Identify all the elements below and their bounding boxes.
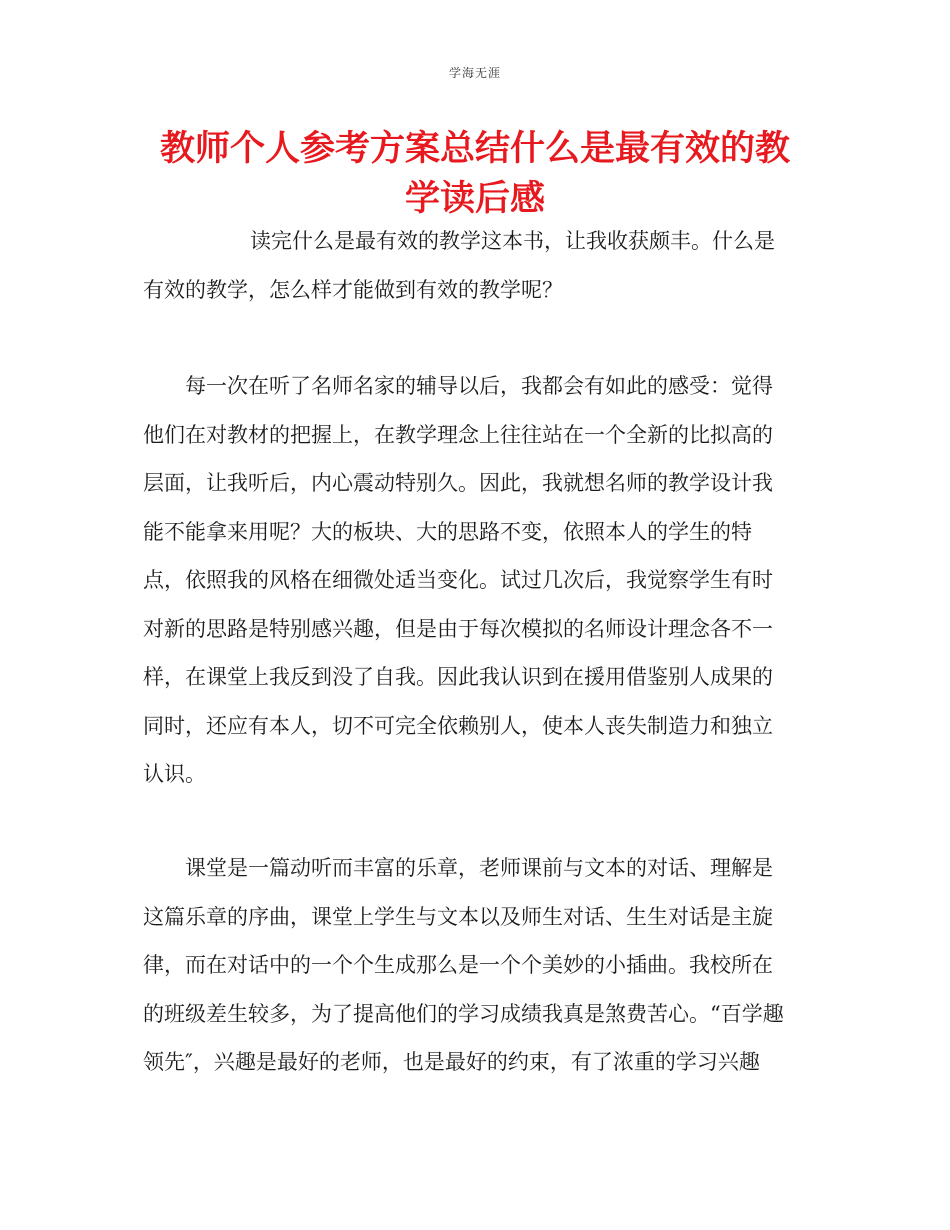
text-line: 课堂是一篇动听而丰富的乐章，老师课前与文本的对话、理解是 [185,856,773,880]
paragraph-1 [143,217,808,314]
text-line: 同时，还应有本人，切不可完全依赖别人，使本人丧失制造力和独立 [143,713,773,738]
text-line: 律，而在对话中的一个个生成那么是一个个美妙的小插曲。我校所在 [143,953,773,977]
text-line: 每一次在听了名师名家的辅导以后，我都会有如此的感受：觉得 [185,374,773,398]
text-line: 他们在对教材的把握上，在教学理念上往往站在一个全新的比拟高的 [143,422,773,447]
text-line: 领先″，兴趣是最好的老师，也是最好的约束，有了浓重的学习兴趣 [143,1050,760,1074]
text-line: 样，在课堂上我反到没了自我。因此我认识到在援用借鉴别人成果的 [143,665,773,689]
title-line: 教师个人参考方案总结什么是最有效的教 [159,129,790,169]
text-line: 层面，让我听后，内心震动特别久。因此，我就想名师的教学设计我 [143,471,773,495]
text-line: 点，依照我的风格在细微处适当变化。试过几次后，我觉察学生有时 [143,568,773,592]
paragraph-2 [143,362,808,799]
text-line: 读完什么是最有效的教学这本书，让我收获颇丰。什么是 [250,229,775,253]
text-line: 有效的教学，怎么样才能做到有效的教学呢？ [143,277,563,302]
text-line: 能不能拿来用呢？大的板块、大的思路不变，依照本人的学生的特 [143,519,752,544]
text-line: 这篇乐章的序曲，课堂上学生与文本以及师生对话、生生对话是主旋 [143,904,773,929]
text-line: 的班级差生较多，为了提高他们的学习成绩我真是煞费苦心。“百学趣 [143,1001,784,1026]
text-line: 认识。 [143,762,206,786]
document-title [140,124,810,224]
title-line: 学读后感 [404,179,545,219]
text-line: 对新的思路是特别感兴趣，但是由于每次模拟的名师设计理念各不一 [143,616,773,641]
paragraph-3 [143,844,808,1087]
page-header: 学海无涯 [448,66,501,80]
